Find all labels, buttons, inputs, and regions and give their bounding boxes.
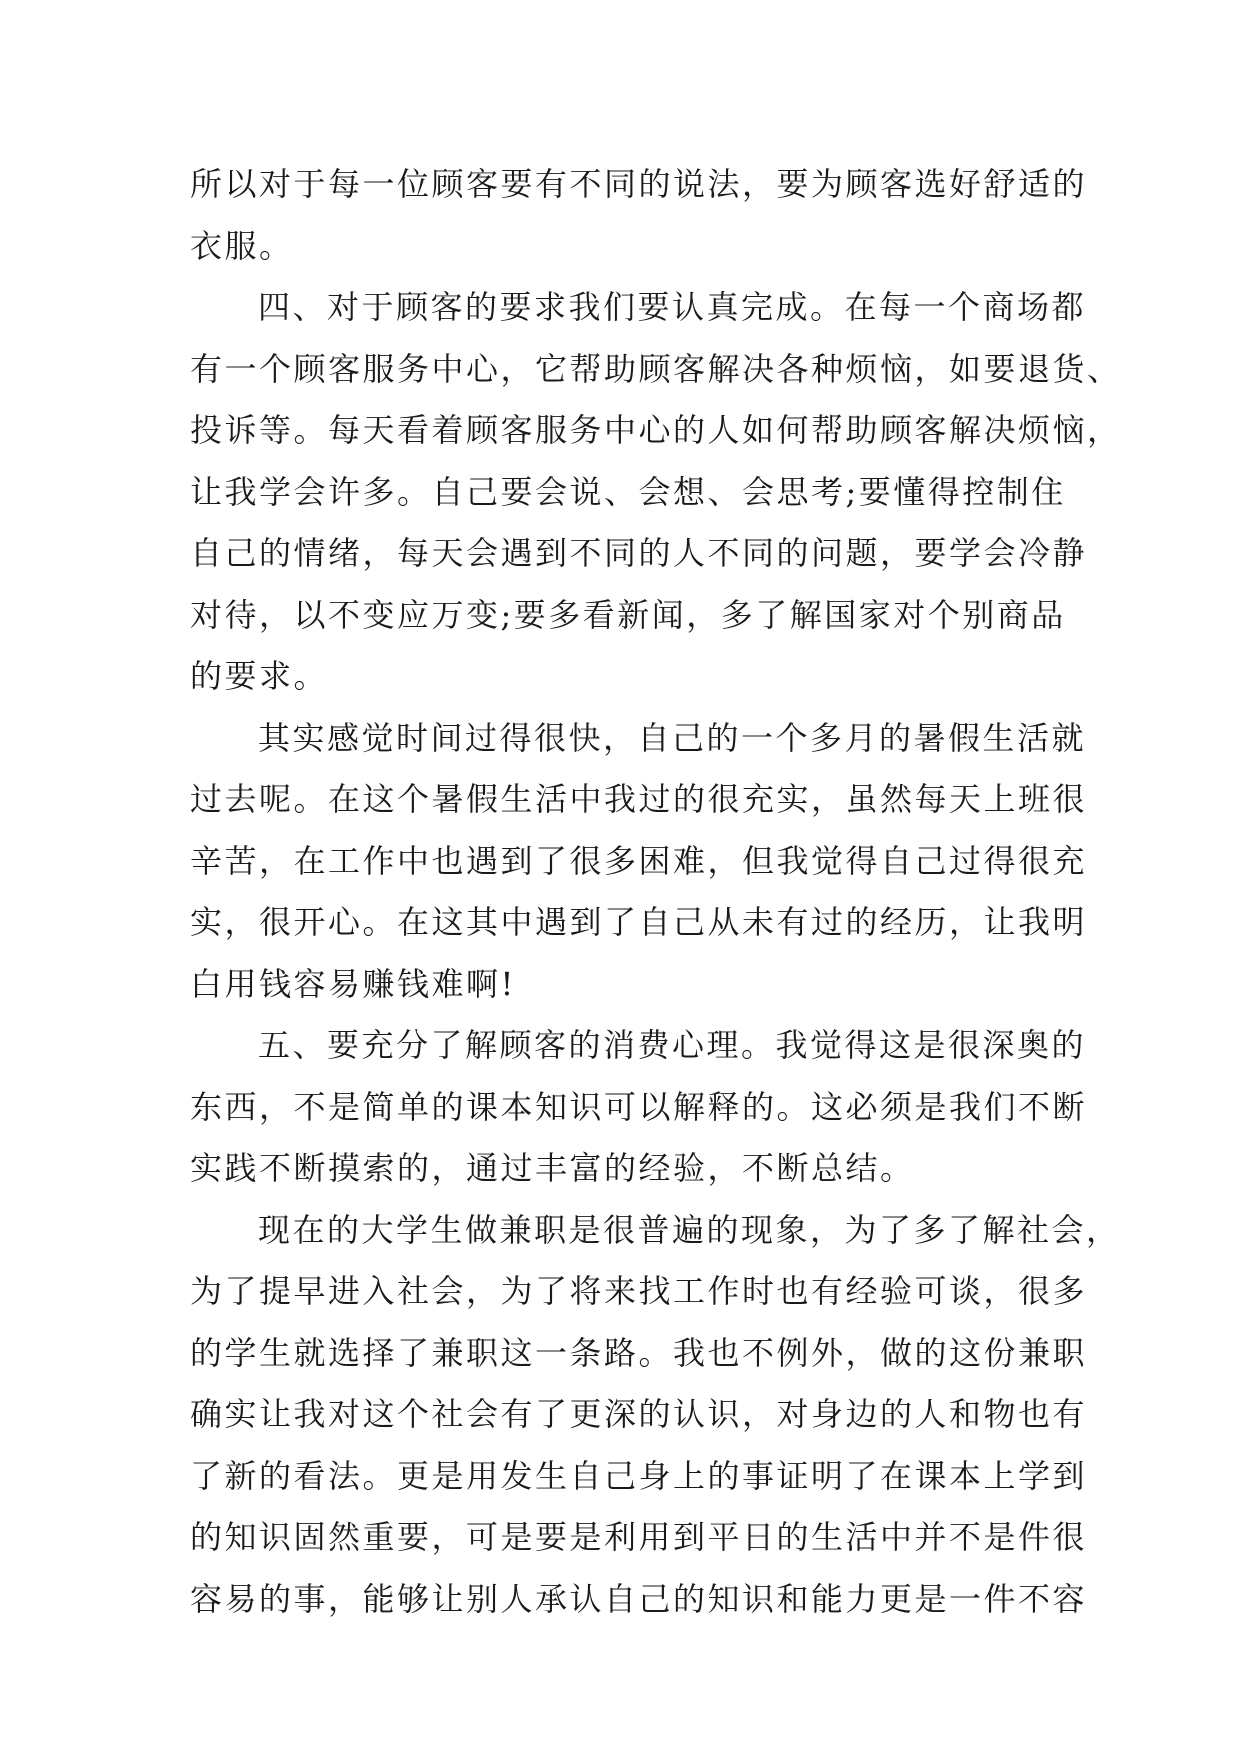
text-line: 其实感觉时间过得很快，自己的一个多月的暑假生活就 — [258, 718, 1087, 757]
text-line: 的要求。 — [190, 657, 329, 695]
text-line: 白用钱容易赚钱难啊! — [190, 964, 516, 1003]
text-line: 容易的事，能够让别人承认自己的知识和能力更是一件不容 — [190, 1579, 1088, 1618]
document-body — [190, 154, 1122, 1630]
text-line: 有一个顾客服务中心，它帮助顾客解决各种烦恼，如要退货、 — [190, 349, 1122, 388]
text-line: 的学生就选择了兼职这一条路。我也不例外，做的这份兼职 — [190, 1333, 1088, 1372]
text-line: 四、对于顾客的要求我们要认真完成。在每一个商场都 — [258, 288, 1087, 326]
text-line: 让我学会许多。自己要会说、会想、会思考;要懂得控制住 — [190, 472, 1066, 511]
text-line: 实践不断摸索的，通过丰富的经验，不断总结。 — [190, 1149, 915, 1187]
text-line: 自己的情绪，每天会遇到不同的人不同的问题，要学会冷静 — [190, 534, 1088, 572]
text-line: 东西，不是简单的课本知识可以解释的。这必须是我们不断 — [190, 1087, 1088, 1126]
text-line: 实，很开心。在这其中遇到了自己从未有过的经历，让我明 — [190, 903, 1088, 941]
text-line: 投诉等。每天看着顾客服务中心的人如何帮助顾客解决烦恼， — [190, 411, 1122, 449]
text-line: 过去呢。在这个暑假生活中我过的很充实，虽然每天上班很 — [190, 780, 1088, 818]
text-line: 五、要充分了解顾客的消费心理。我觉得这是很深奥的 — [258, 1026, 1087, 1064]
text-line: 对待，以不变应万变;要多看新闻，多了解国家对个别商品 — [190, 595, 1066, 634]
text-line: 为了提早进入社会，为了将来找工作时也有经验可谈，很多 — [190, 1272, 1088, 1310]
text-line: 衣服。 — [190, 226, 294, 265]
text-line: 辛苦，在工作中也遇到了很多困难，但我觉得自己过得很充 — [190, 841, 1088, 880]
text-line: 所以对于每一位顾客要有不同的说法，要为顾客选好舒适的 — [190, 165, 1088, 203]
text-line: 了新的看法。更是用发生自己身上的事证明了在课本上学到 — [190, 1456, 1088, 1495]
text-line: 的知识固然重要，可是要是利用到平日的生活中并不是件很 — [190, 1518, 1088, 1556]
text-line: 现在的大学生做兼职是很普遍的现象，为了多了解社会， — [258, 1210, 1121, 1249]
text-line: 确实让我对这个社会有了更深的认识，对身边的人和物也有 — [190, 1395, 1088, 1433]
